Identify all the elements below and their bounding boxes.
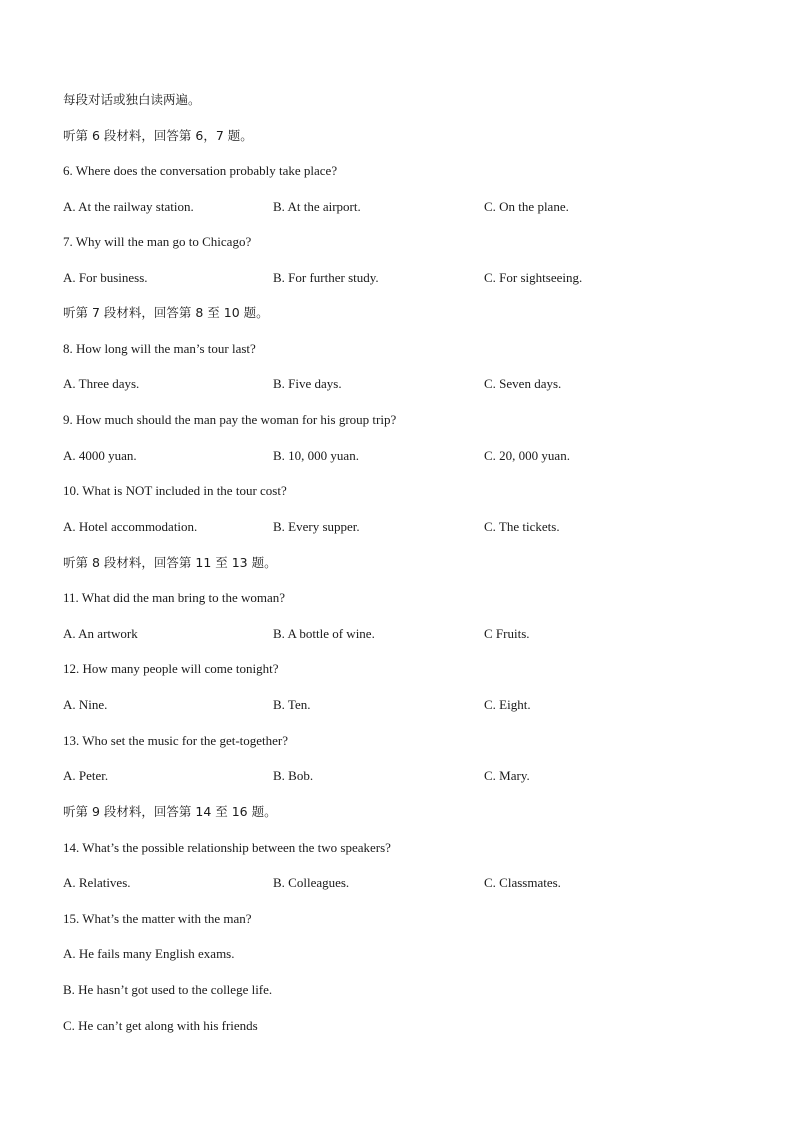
question-15-option-b: B. He hasn’t got used to the college life. [63, 982, 273, 997]
question-7-option-a: A. For business. [63, 270, 148, 285]
section-heading-9: 听第 9 段材料，回答第 14 至 16 题。 [63, 804, 277, 819]
question-10-options [63, 518, 703, 536]
question-11-option-a: A. An artwork [63, 626, 138, 641]
question-8-stem: 8. How long will the man’s tour last? [63, 341, 256, 356]
question-6-option-a: A. At the railway station. [63, 199, 194, 214]
question-6-stem: 6. Where does the conversation probably take place? [63, 163, 338, 178]
question-7-stem: 7. Why will the man go to Chicago? [63, 234, 252, 249]
question-10-option-a: A. Hotel accommodation. [63, 519, 198, 534]
question-10-option-c: C. The tickets. [484, 519, 560, 534]
question-6-option-c: C. On the plane. [484, 199, 569, 214]
question-10-stem: 10. What is NOT included in the tour cost? [63, 483, 287, 498]
question-11-options [63, 625, 703, 643]
question-6-option-b: B. At the airport. [273, 199, 361, 214]
question-11-stem: 11. What did the man bring to the woman? [63, 590, 286, 605]
question-13-options [63, 767, 703, 785]
section-heading-8: 听第 8 段材料，回答第 11 至 13 题。 [63, 555, 277, 570]
question-9-option-a: A. 4000 yuan. [63, 448, 137, 463]
section-heading-7: 听第 7 段材料，回答第 8 至 10 题。 [63, 305, 269, 320]
question-13-option-a: A. Peter. [63, 768, 109, 783]
question-12-option-b: B. Ten. [273, 697, 311, 712]
question-10-option-b: B. Every supper. [273, 519, 360, 534]
question-14-stem: 14. What’s the possible relationship between the two speakers? [63, 840, 391, 855]
question-14-option-b: B. Colleagues. [273, 875, 350, 890]
question-15-stem: 15. What’s the matter with the man? [63, 911, 252, 926]
question-11-option-c: C Fruits. [484, 626, 530, 641]
intro-text: 每段对话或独白读两遍。 [63, 92, 201, 107]
question-7-options [63, 269, 703, 287]
question-13-stem: 13. Who set the music for the get-together? [63, 733, 289, 748]
section-heading-6: 听第 6 段材料，回答第 6，7 题。 [63, 128, 253, 143]
question-9-options [63, 447, 703, 465]
question-14-option-c: C. Classmates. [484, 875, 561, 890]
question-8-option-a: A. Three days. [63, 376, 140, 391]
question-8-option-c: C. Seven days. [484, 376, 562, 391]
question-12-option-c: C. Eight. [484, 697, 531, 712]
question-12-stem: 12. How many people will come tonight? [63, 661, 279, 676]
question-14-option-a: A. Relatives. [63, 875, 131, 890]
question-13-option-c: C. Mary. [484, 768, 530, 783]
question-6-options [63, 198, 703, 216]
question-11-option-b: B. A bottle of wine. [273, 626, 375, 641]
question-15-option-c: C. He can’t get along with his friends [63, 1018, 258, 1033]
question-9-stem: 9. How much should the man pay the woman for his group trip? [63, 412, 397, 427]
question-8-options [63, 375, 703, 393]
question-12-options [63, 696, 703, 714]
question-9-option-b: B. 10, 000 yuan. [273, 448, 359, 463]
question-14-options [63, 874, 703, 892]
question-7-option-c: C. For sightseeing. [484, 270, 583, 285]
question-13-option-b: B. Bob. [273, 768, 314, 783]
question-12-option-a: A. Nine. [63, 697, 108, 712]
question-9-option-c: C. 20, 000 yuan. [484, 448, 570, 463]
question-7-option-b: B. For further study. [273, 270, 379, 285]
question-8-option-b: B. Five days. [273, 376, 342, 391]
question-15-option-a: A. He fails many English exams. [63, 946, 235, 961]
